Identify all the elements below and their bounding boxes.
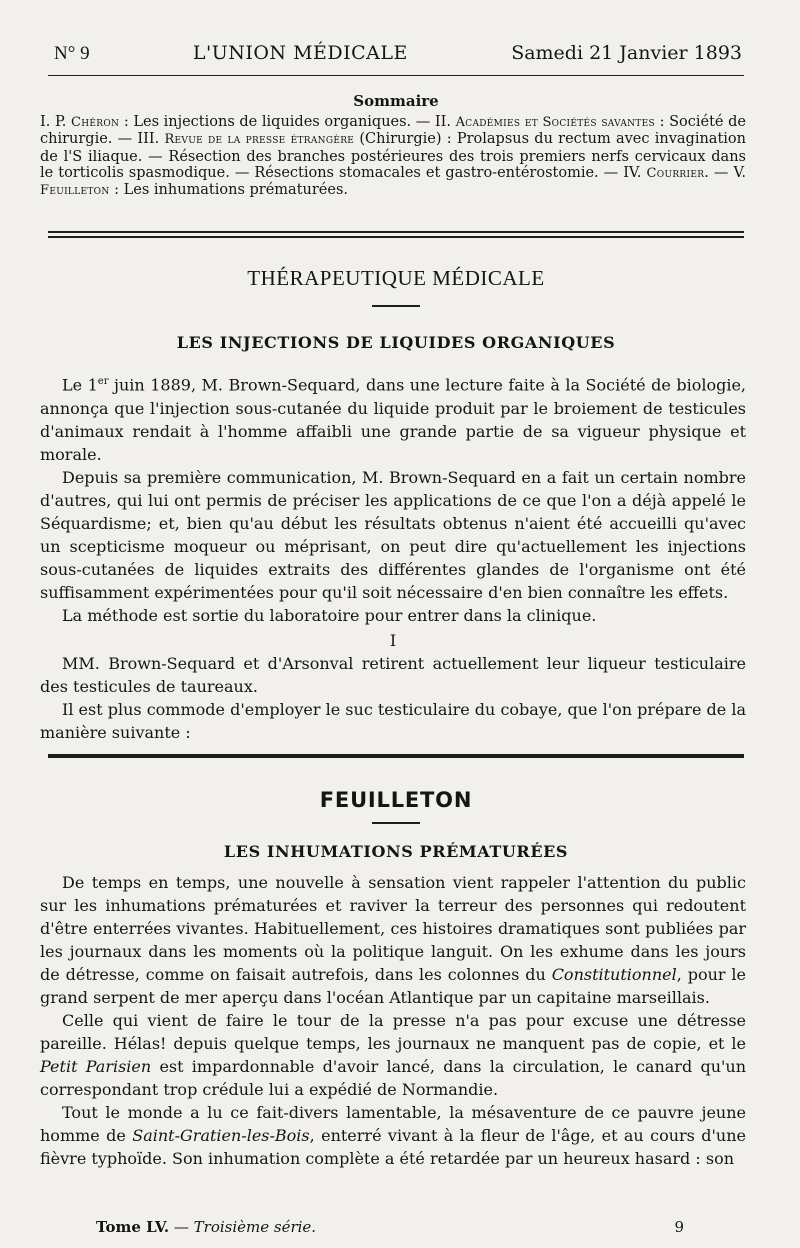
feuilleton-title: FEUILLETON [319, 787, 473, 812]
paragraph: Depuis sa première communication, M. Brown-Sequard en a fait un certain nombre d'autres, qui lui ont permis de préciser les applications de ce que l'on a déjà appelé le Séquardisme; et, bien qu'au début les résultats obtenus n'aient été accueilli qu'avec un scepticisme moqueur ou méprisant, on peut dire qu'actuellement les injections sous-cutanées de liquides extraits des différentes glandes de l'organisme ont été suffisamment expérimentées pour qu'il soit nécessaire d'en bien connaître les effets. [40, 467, 746, 602]
summary-text: I. P. Chéron : Les injections de liquides organiques. — II. Académies et Sociétés savantes : Société de chirurgie. — III. Revue de la presse étrangère (Chirurgie) : Prolapsus du rectum avec invagination de l'S iliaque. — Résection des branches postérieures des trois premiers nerfs cervicaux dans le torticolis spasmodique. — Résections stomacales et gastro-entérostomie. — IV. Courrier. — V. Feuilleton : Les inhumations prématurées. [40, 114, 747, 199]
paragraph: Le 1er juin 1889, M. Brown-Sequard, dans une lecture faite à la Société de biologie, annonça que l'injection sous-cutanée du liquide produit par le broiement de testicules d'animaux rendait à l'homme affaibli une grande partie de sa vigueur physique et morale. [40, 375, 746, 464]
paragraph: Tout le monde a lu ce fait-divers lamentable, la mésaventure de ce pauvre jeune homme de Saint-Gratien-les-Bois, enterré vivant à la fleur de l'âge, et au cours d'une fièvre typhoïde. Son inhumation complète a été retardée par un heureux hasard : son [40, 1102, 746, 1168]
page-footer [96, 1218, 684, 1236]
section-title-rule [372, 305, 420, 307]
paragraph: Il est plus commode d'employer le suc testiculaire du cobaye, que l'on prépare de la manière suivante : [40, 699, 746, 742]
issue-number: N° 9 [54, 43, 90, 64]
tome-label: Tome LV. — Troisième série. [96, 1218, 317, 1236]
summary-divider [48, 231, 744, 238]
article-title: LES INJECTIONS DE LIQUIDES ORGANIQUES [176, 333, 616, 353]
issue-date: Samedi 21 Janvier 1893 [511, 42, 742, 64]
feuilleton-divider [48, 754, 744, 758]
paragraph: MM. Brown-Sequard et d'Arsonval retirent actuellement leur liqueur testiculaire des testicules de taureaux. [40, 653, 746, 696]
paragraph: La méthode est sortie du laboratoire pour entrer dans la clinique. [62, 605, 597, 625]
summary-title: Sommaire [353, 92, 439, 110]
section-numeral: I [389, 630, 397, 650]
feuilleton-body [40, 871, 746, 1170]
section-title: THÉRAPEUTIQUE MÉDICALE [247, 266, 545, 291]
running-head [40, 36, 752, 65]
header-rule [48, 75, 744, 76]
therapeutique-body [40, 370, 746, 743]
journal-title: L'UNION MÉDICALE [192, 42, 408, 64]
feuilleton-title-rule [372, 822, 420, 824]
feuilleton-article-title: LES INHUMATIONS PRÉMATURÉES [223, 841, 569, 861]
paragraph: Celle qui vient de faire le tour de la presse n'a pas pour excuse une détresse pareille. Hélas! depuis quelque temps, les journaux ne manquent pas de copie, et le Petit Parisien est impardonnable d'avoir lancé, dans la circulation, le canard qu'un correspondant trop crédule lui a expédié de Normandie. [40, 1010, 747, 1099]
paragraph: De temps en temps, une nouvelle à sensation vient rappeler l'attention du public sur les inhumations prématurées et raviver la terreur des personnes qui redoutent d'être enterrées vivantes. Habituellement, ces histoires dramatiques sont publiées par les journaux dans les moments où la politique languit. On les exhume dans les jours de détresse, comme on faisait autrefois, dans les colonnes du Constitutionnel, pour le grand serpent de mer aperçu dans l'océan Atlantique par un capitaine marseillais. [40, 872, 747, 1007]
summary-author: Chéron [71, 115, 120, 130]
page-number: 9 [674, 1218, 684, 1236]
